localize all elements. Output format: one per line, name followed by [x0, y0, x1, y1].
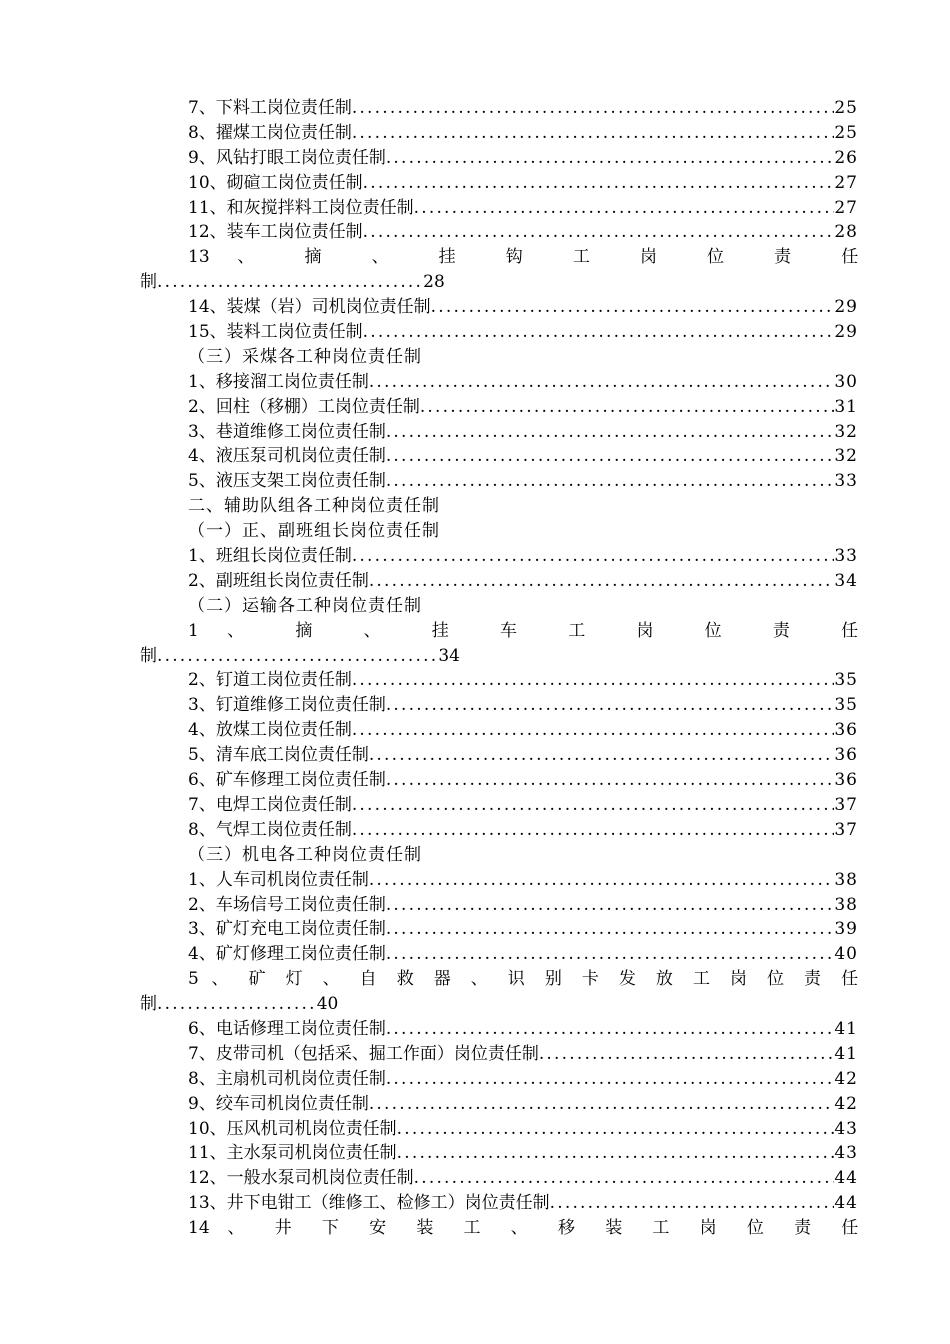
toc-leader-dots [386, 146, 835, 171]
toc-entry-token: 岗 [699, 1218, 730, 1239]
toc-leader-dots [386, 1017, 835, 1042]
toc-entry-title: 3、钉道维修工岗位责任制 [188, 695, 386, 716]
toc-section-heading: （三）采煤各工种岗位责任制 [188, 346, 422, 367]
toc-entry-title: 4、矿灯修理工岗位责任制 [188, 944, 386, 965]
toc-entry-wrapped-line [140, 245, 858, 270]
toc-section-heading: （二）运输各工种岗位责任制 [188, 595, 422, 616]
toc-entry-token: 救 [396, 969, 422, 990]
toc-entry-token: 、 [237, 247, 277, 268]
toc-entry-token: 位 [707, 247, 747, 268]
toc-entry-token: 钩 [505, 247, 546, 268]
toc-entry-token: 责 [794, 1218, 824, 1239]
toc-entry [140, 693, 858, 718]
toc-section-heading: （一）正、副班组长岗位责任制 [188, 521, 440, 542]
toc-leader-dots [352, 121, 835, 146]
toc-leader-dots: ..................................... [157, 645, 439, 666]
toc-entry-title: 3、巷道维修工岗位责任制 [188, 421, 386, 442]
toc-entry-title: 1、班组长岗位责任制 [188, 546, 352, 567]
toc-leader-dots [414, 1166, 835, 1191]
toc-entry-token: 摘 [295, 620, 336, 641]
toc-entry-title: 4、液压泵司机岗位责任制 [188, 446, 386, 467]
toc-entry-title: 9、风钻打眼工岗位责任制 [188, 147, 386, 168]
toc-page-number: 31 [834, 396, 858, 417]
toc-entry-title: 6、矿车修理工岗位责任制 [188, 770, 386, 791]
toc-page-number: 42 [834, 1093, 858, 1114]
toc-leader-dots [386, 469, 835, 494]
toc-entry-token: 岗 [639, 247, 680, 268]
toc-entry [140, 668, 858, 693]
toc-entry [140, 1166, 858, 1191]
toc-entry [140, 1017, 858, 1042]
toc-entry-token: 卡 [581, 969, 607, 990]
toc-entry-wrapped-line [140, 619, 858, 644]
toc-leader-dots [420, 395, 835, 420]
toc-leader-dots [369, 743, 835, 768]
toc-entry-token: 5 [188, 969, 199, 990]
toc-entry-title: 8、气焊工岗位责任制 [188, 819, 352, 840]
toc-entry-title: 12、装车工岗位责任制 [188, 222, 363, 243]
toc-page-number: 28 [834, 222, 858, 243]
toc-page-number: 33 [834, 471, 858, 492]
toc-entry-title-end: 制 [140, 645, 157, 666]
toc-entry-token: 岗 [636, 620, 677, 641]
toc-entry-token: 器 [433, 969, 459, 990]
toc-entry [140, 569, 858, 594]
toc-page-number: 25 [834, 98, 858, 118]
toc-entry [140, 544, 858, 569]
toc-page-number: 35 [834, 670, 858, 691]
toc-entry [140, 146, 858, 171]
toc-leader-dots [352, 793, 835, 818]
toc-entry-token: 摘 [304, 247, 344, 268]
toc-entry [140, 942, 858, 967]
toc-leader-dots [550, 1191, 835, 1216]
toc-entry-title: 4、放煤工岗位责任制 [188, 720, 352, 741]
toc-leader-dots [386, 444, 835, 469]
toc-entry-title: 5、清车底工岗位责任制 [188, 745, 369, 766]
toc-leader-dots [352, 544, 835, 569]
toc-entry-continuation [140, 992, 858, 1017]
toc-entry-title: 3、矿灯充电工岗位责任制 [188, 919, 386, 940]
toc-entry-token: 责 [772, 620, 813, 641]
toc-entry-title: 11、和灰搅拌料工岗位责任制 [188, 197, 414, 218]
toc-leader-dots: ..................... [157, 994, 317, 1015]
toc-entry-token: 任 [841, 620, 859, 641]
toc-leader-dots [539, 1042, 835, 1067]
toc-entry [140, 1191, 858, 1216]
toc-leader-dots [369, 868, 835, 893]
toc-entry-token: 、 [363, 620, 404, 641]
toc-entry [140, 868, 858, 893]
toc-entry-title: 9、绞车司机岗位责任制 [188, 1093, 369, 1114]
toc-entry-token: 任 [841, 1218, 859, 1239]
toc-entry-token: 下 [321, 1218, 352, 1239]
toc-entry-token: 13 [188, 247, 210, 268]
toc-entry-token: 、 [211, 969, 236, 990]
toc-entry-title: 11、主水泵司机岗位责任制 [188, 1143, 397, 1164]
toc-entry-wrapped-line [140, 1216, 858, 1241]
toc-entry-title: 1、人车司机岗位责任制 [188, 869, 369, 890]
toc-entry-token: 识 [507, 969, 533, 990]
toc-entry-title: 14、装煤（岩）司机岗位责任制 [188, 297, 431, 318]
toc-entry-token: 、 [371, 247, 411, 268]
toc-page-number: 36 [834, 720, 858, 741]
toc-page-number: 36 [834, 745, 858, 766]
toc-entry-token: 岗 [729, 969, 755, 990]
toc-page-number: 25 [834, 122, 858, 143]
toc-entry [140, 818, 858, 843]
toc-entry-token: 装 [605, 1218, 635, 1239]
toc-leader-dots [414, 196, 835, 221]
toc-entry-token: 放 [655, 969, 681, 990]
toc-entry-token: 位 [767, 969, 792, 990]
toc-entry-title: 7、下料工岗位责任制 [188, 98, 352, 118]
toc-entry-title: 10、压风机司机岗位责任制 [188, 1118, 397, 1139]
toc-entry-title: 2、副班组长岗位责任制 [188, 570, 369, 591]
toc-leader-dots [386, 768, 835, 793]
toc-page-number: 26 [834, 147, 858, 168]
toc-entry-wrapped-line [140, 967, 858, 992]
toc-leader-dots [397, 1117, 835, 1142]
toc-entry [140, 320, 858, 345]
toc-page-number: 43 [834, 1118, 858, 1139]
toc-entry [140, 1092, 858, 1117]
toc-leader-dots [431, 295, 835, 320]
toc-entry-title: 6、电话修理工岗位责任制 [188, 1018, 386, 1039]
toc-page-number: 41 [834, 1018, 858, 1039]
toc-entry-title: 2、车场信号工岗位责任制 [188, 894, 386, 915]
toc-entry [140, 196, 858, 221]
toc-page-number: 29 [834, 297, 858, 318]
toc-entry-token: 移 [557, 1218, 588, 1239]
toc-entry [140, 893, 858, 918]
toc-leader-dots [363, 320, 835, 345]
toc-leader-dots [352, 668, 835, 693]
toc-entry-title: 7、电焊工岗位责任制 [188, 794, 352, 815]
toc-entry [140, 220, 858, 245]
toc-page-number: 30 [834, 371, 858, 392]
toc-entry-title: 7、皮带司机（包括采、掘工作面）岗位责任制 [188, 1043, 539, 1064]
toc-entry-token: 工 [652, 1218, 682, 1239]
toc-entry-token: 挂 [438, 247, 479, 268]
toc-page-number: 40 [834, 944, 858, 965]
toc-page-number: 34 [438, 645, 460, 666]
toc-entry [140, 444, 858, 469]
toc-entry-continuation [140, 644, 858, 669]
toc-section-heading: 二、辅助队组各工种岗位责任制 [188, 496, 440, 517]
toc-entry-token: 位 [746, 1218, 777, 1239]
toc-page-number: 33 [834, 546, 858, 567]
toc-entry-token: 、 [470, 969, 496, 990]
toc-leader-dots [363, 220, 835, 245]
toc-page-number: 38 [834, 894, 858, 915]
toc-page-number: 34 [834, 570, 858, 591]
toc-entry-continuation [140, 270, 858, 295]
toc-entry-token: 井 [274, 1218, 305, 1239]
toc-entry-title: 2、回柱（移棚）工岗位责任制 [188, 396, 420, 417]
toc-entry [140, 793, 858, 818]
toc-entry [140, 743, 858, 768]
toc-leader-dots [386, 893, 835, 918]
toc-entry-title-end: 制 [140, 994, 157, 1015]
toc-entry-token: 14 [188, 1218, 210, 1239]
toc-section-heading: （三）机电各工种岗位责任制 [188, 844, 422, 865]
toc-entry-token: 自 [359, 969, 384, 990]
toc-entry [140, 370, 858, 395]
toc-entry-token: 发 [618, 969, 644, 990]
toc-entry-token: 、 [510, 1218, 541, 1239]
toc-entry-token: 装 [416, 1218, 446, 1239]
toc-entry [140, 121, 858, 146]
toc-leader-dots [352, 718, 835, 743]
toc-entry-token: 别 [544, 969, 570, 990]
toc-entry-token: 灯 [285, 969, 310, 990]
toc-leader-dots [386, 942, 835, 967]
toc-entry-token: 、 [322, 969, 347, 990]
toc-entry-token: 车 [500, 620, 540, 641]
toc-entry [140, 96, 858, 121]
toc-entry-token: 工 [572, 247, 613, 268]
toc-entry [140, 768, 858, 793]
toc-entry-title: 8、擢煤工岗位责任制 [188, 122, 352, 143]
toc-leader-dots [386, 693, 835, 718]
toc-entry-token: 安 [369, 1218, 399, 1239]
toc-entry-token: 位 [704, 620, 745, 641]
toc-entry [140, 1117, 858, 1142]
toc-page-number: 40 [316, 994, 339, 1015]
toc-entry [140, 1042, 858, 1067]
toc-entry-title: 5、液压支架工岗位责任制 [188, 471, 386, 492]
toc-page-number: 41 [834, 1043, 858, 1064]
toc-page-number: 43 [834, 1143, 858, 1164]
toc-leader-dots [386, 1067, 835, 1092]
toc-leader-dots [386, 917, 835, 942]
toc-entry [140, 917, 858, 942]
toc-page-number: 27 [834, 197, 858, 218]
toc-entry-token: 任 [841, 969, 859, 990]
toc-leader-dots [352, 818, 835, 843]
toc-page-number: 37 [834, 794, 858, 815]
toc-page-number: 36 [834, 770, 858, 791]
toc-entry [140, 395, 858, 420]
toc-page-number: 44 [834, 1193, 858, 1214]
toc-entry-token: 挂 [431, 620, 472, 641]
toc-leader-dots [369, 1092, 835, 1117]
toc-entry-token: 任 [841, 247, 859, 268]
toc-entry-token: 工 [692, 969, 718, 990]
toc-page-number: 32 [834, 421, 858, 442]
toc-entry-token: 工 [463, 1218, 493, 1239]
toc-entry-token: 1 [188, 620, 199, 641]
toc-leader-dots: ................................... [157, 272, 424, 293]
toc-entry [140, 420, 858, 445]
toc-leader-dots [386, 420, 835, 445]
toc-page-number: 32 [834, 446, 858, 467]
toc-page-number: 38 [834, 869, 858, 890]
toc-page-number: 29 [834, 322, 858, 343]
toc-page-number: 28 [423, 272, 445, 293]
toc-entry-token: 、 [227, 620, 268, 641]
toc-entry [140, 295, 858, 320]
toc-page-number: 39 [834, 919, 858, 940]
toc-entry [140, 718, 858, 743]
toc-entry-title: 15、装料工岗位责任制 [188, 322, 363, 343]
toc-entry-token: 、 [227, 1218, 257, 1239]
toc-entry [140, 171, 858, 196]
toc-page-number: 27 [834, 172, 858, 193]
toc-leader-dots [352, 96, 835, 121]
toc-page-number: 44 [834, 1168, 858, 1189]
toc-entry-token: 责 [774, 247, 814, 268]
toc-page-number: 37 [834, 819, 858, 840]
toc-entry-title: 10、砌碹工岗位责任制 [188, 172, 363, 193]
toc-entry [140, 1067, 858, 1092]
toc-entry-token: 工 [568, 620, 609, 641]
toc-leader-dots [397, 1141, 835, 1166]
toc-leader-dots [369, 569, 835, 594]
toc-leader-dots [363, 171, 835, 196]
toc-entry-token: 矿 [248, 969, 273, 990]
toc-entry-title-end: 制 [140, 272, 157, 293]
toc-entry-title: 2、钉道工岗位责任制 [188, 670, 352, 691]
toc-entry [140, 1141, 858, 1166]
toc-page-number: 42 [834, 1068, 858, 1089]
toc-entry-title: 1、移接溜工岗位责任制 [188, 371, 369, 392]
toc-entry [140, 469, 858, 494]
toc-entry-token: 责 [804, 969, 829, 990]
toc-entry-title: 13、井下电钳工（维修工、检修工）岗位责任制 [188, 1193, 550, 1214]
toc-leader-dots [369, 370, 835, 395]
toc-page-number: 35 [834, 695, 858, 716]
table-of-contents [140, 96, 858, 1241]
toc-entry-title: 12、一般水泵司机岗位责任制 [188, 1168, 414, 1189]
toc-entry-title: 8、主扇机司机岗位责任制 [188, 1068, 386, 1089]
